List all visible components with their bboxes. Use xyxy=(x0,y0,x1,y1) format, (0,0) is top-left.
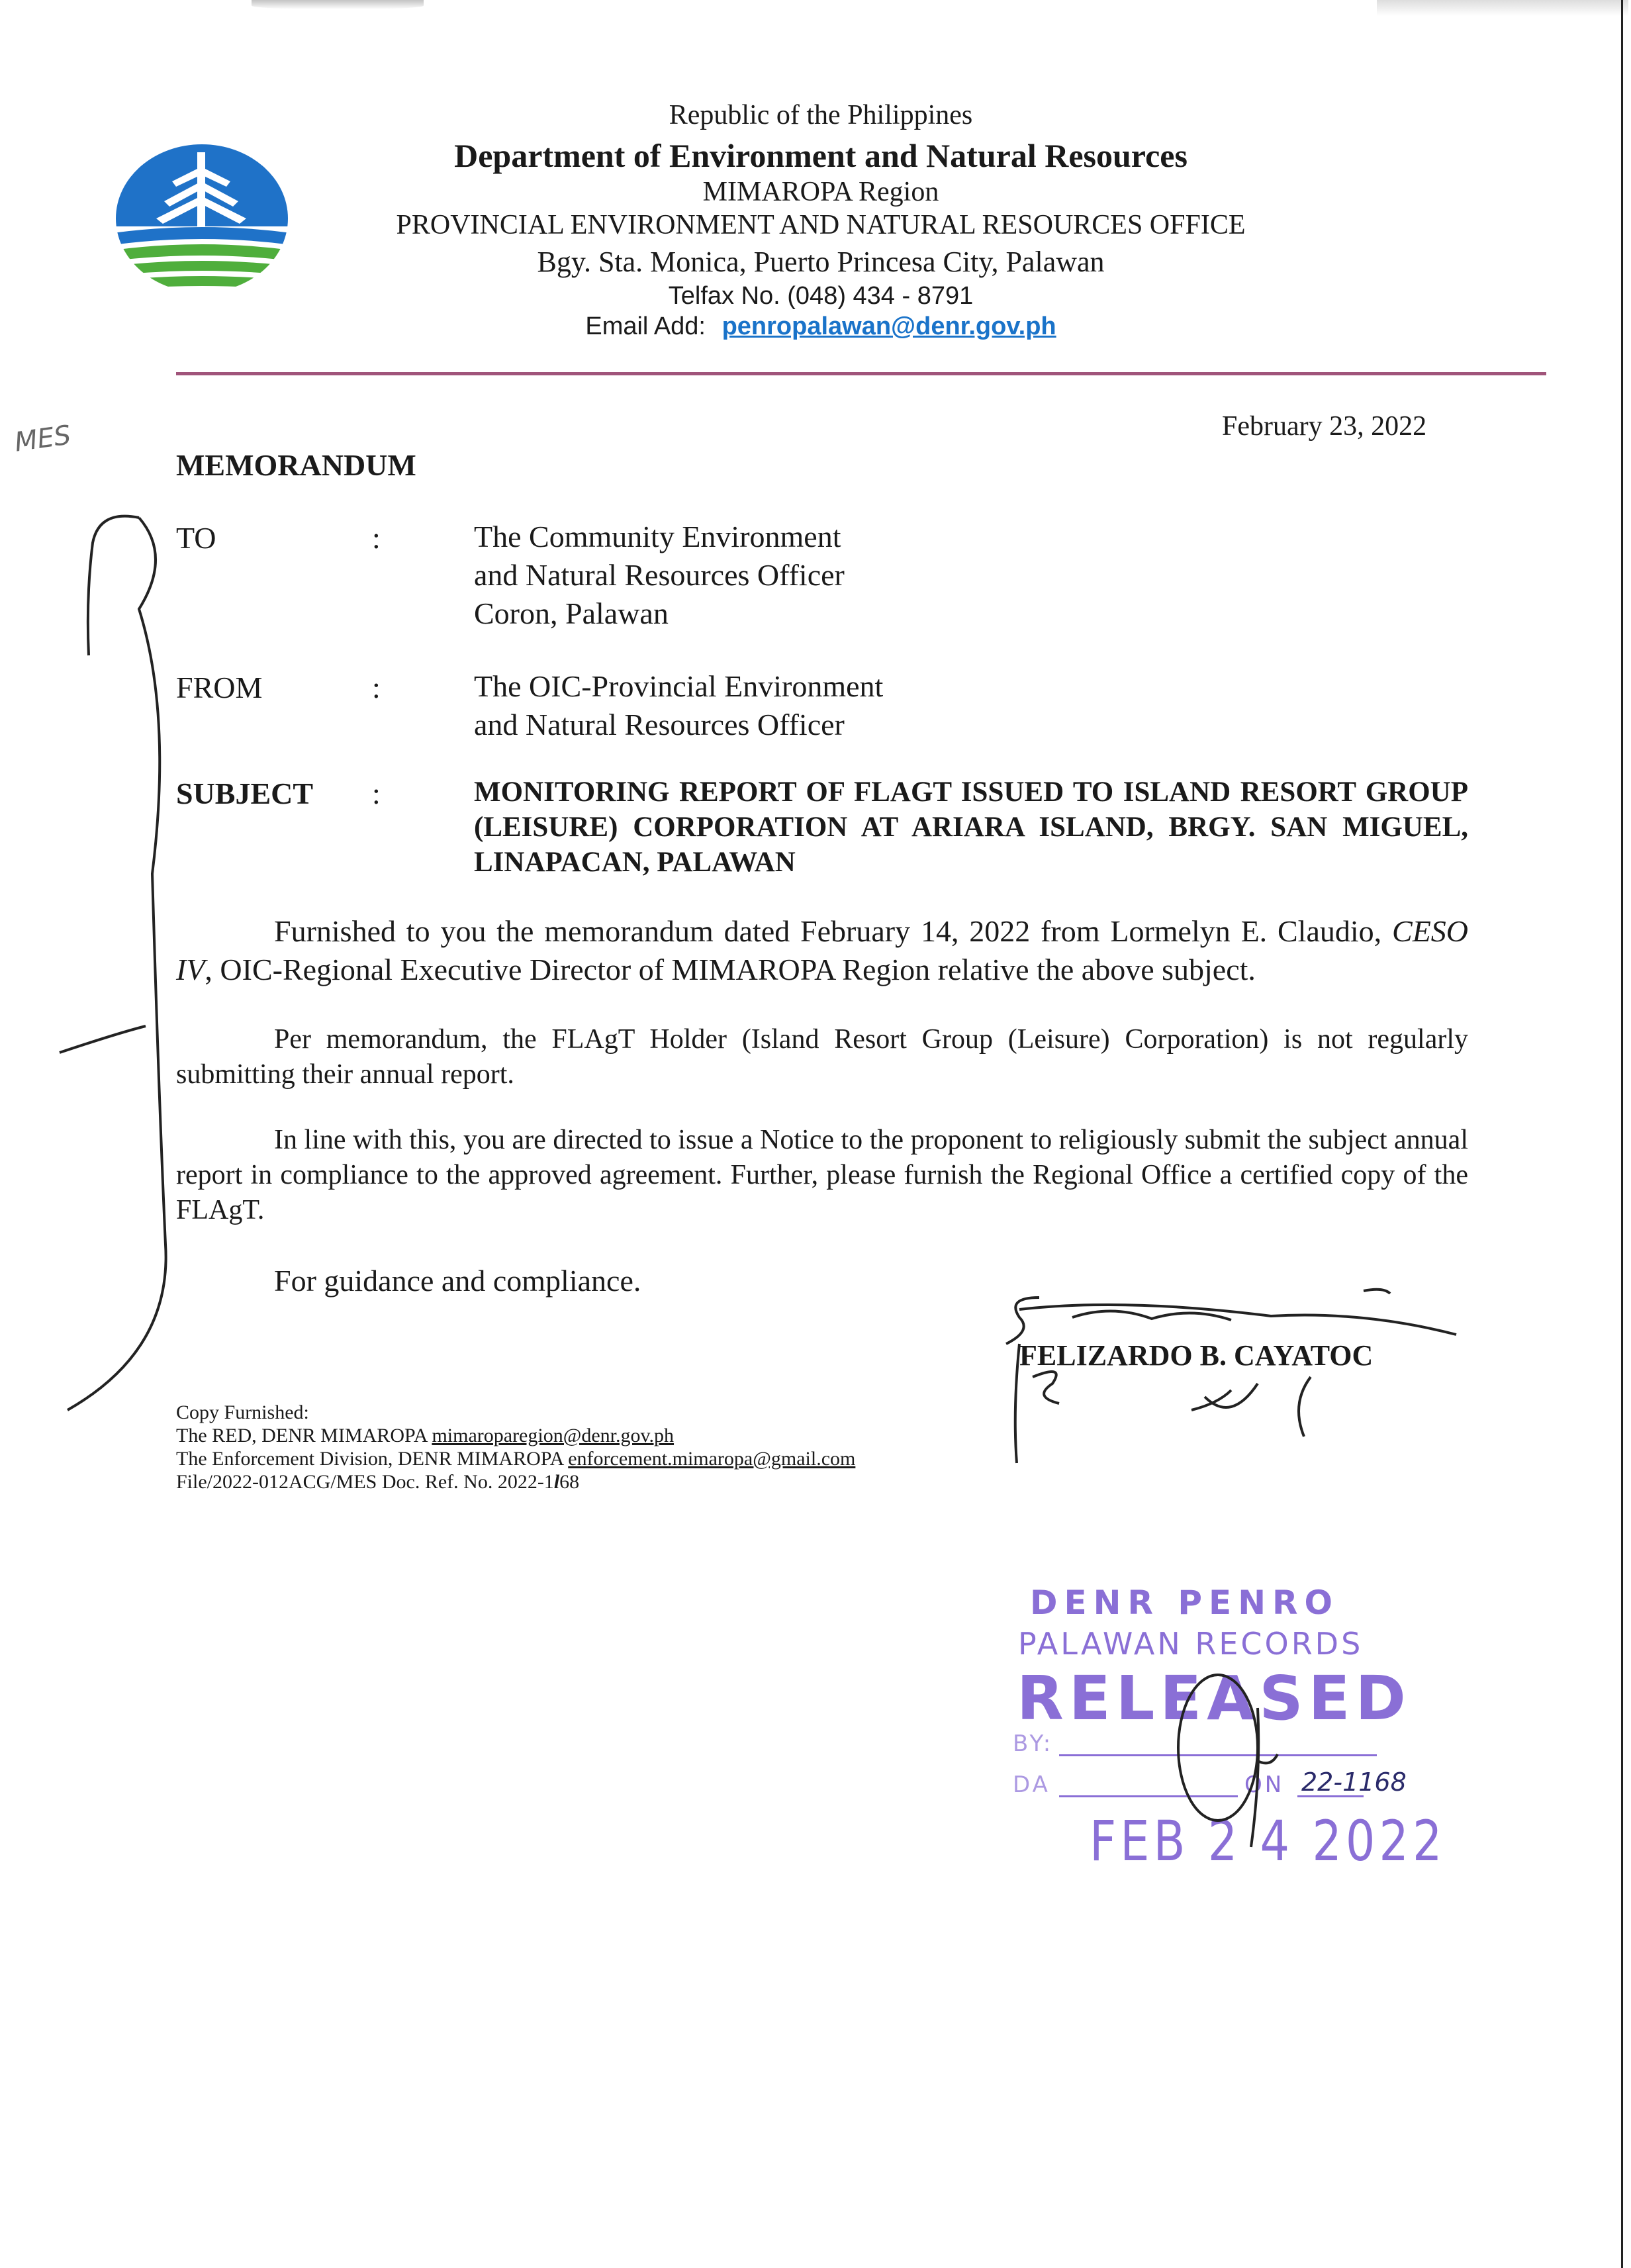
letterhead-region: MIMAROPA Region xyxy=(702,177,939,207)
to-recipient xyxy=(474,518,845,633)
scan-edge-shadow xyxy=(1377,0,1628,16)
to-label: TO xyxy=(176,521,216,555)
letterhead-republic: Republic of the Philippines xyxy=(669,100,973,130)
stamp-by-label: BY: xyxy=(1013,1730,1054,1757)
from-colon: : xyxy=(372,671,381,704)
from-line: The OIC-Provincial Environment xyxy=(474,669,884,703)
p1-ceso: CESO IV xyxy=(176,914,1469,986)
p1-text-c: , OIC-Regional Executive Director of MIMAROPA Region relative the above subject. xyxy=(205,953,1256,986)
cc-line-2: The Enforcement Division, DENR MIMAROPA enforcement.mimaropa@gmail.com xyxy=(176,1448,856,1470)
stamp-on-label: ON xyxy=(1244,1772,1285,1798)
subject-text: MONITORING REPORT OF FLAGT ISSUED TO ISLAND RESORT GROUP (LEISURE) CORPORATION AT ARIARA ISLAND, BRGY. SAN MIGUEL, LINAPACAN, PALAWAN xyxy=(474,777,1468,878)
cc-email-1[interactable]: mimaroparegion@denr.gov.ph xyxy=(432,1425,675,1446)
signatory-name: FELIZARDO B. CAYATOC xyxy=(1019,1339,1374,1372)
copy-furnished xyxy=(176,1401,855,1493)
margin-handwritten-note: MES xyxy=(13,420,73,458)
margin-bracket-mark xyxy=(40,503,172,1430)
from-label: FROM xyxy=(176,671,263,704)
stamp-handwritten-initial xyxy=(1145,1655,1344,1854)
body-paragraph-1 xyxy=(176,912,1468,989)
closing-line: For guidance and compliance. xyxy=(274,1264,641,1298)
to-line: The Community Environment xyxy=(474,520,841,553)
stamp-released: RELEASED xyxy=(1017,1663,1411,1734)
p3-text: In line with this, you are directed to issue a Notice to the proponent to religiously submit the subject annual report in compliance to the approved agreement. Further, please furnish the Regional Office a certified copy of the FLAgT. xyxy=(176,1125,1468,1225)
p1-text-a: Furnished to you the memorandum dated February 14, 2022 from Lormelyn E. Claudio, xyxy=(274,914,1382,948)
cc-line-1: The RED, DENR MIMAROPA mimaroparegion@denr.gov.ph xyxy=(176,1425,675,1446)
stamp-line-1: DENR PENRO xyxy=(1030,1583,1340,1622)
handwritten-signature xyxy=(993,1278,1469,1476)
email-label: Email Add: xyxy=(585,312,706,340)
p2-text: Per memorandum, the FLAgT Holder (Island Resort Group (Leisure) Corporation) is not regularly submitting their annual report. xyxy=(176,1024,1468,1090)
stamp-date-label: DA xyxy=(1013,1772,1050,1798)
cc-heading: Copy Furnished: xyxy=(176,1401,309,1423)
subject-label: SUBJECT xyxy=(176,777,314,810)
letterhead-rule xyxy=(176,372,1546,375)
email-link[interactable]: penropalawan@denr.gov.ph xyxy=(722,312,1056,340)
stamp-line-2: PALAWAN RECORDS xyxy=(1018,1626,1364,1662)
letterhead-address: Bgy. Sta. Monica, Puerto Princesa City, Palawan xyxy=(537,246,1105,278)
cc-email-2[interactable]: enforcement.mimaropa@gmail.com xyxy=(568,1448,856,1470)
to-line: and Natural Resources Officer xyxy=(474,558,845,592)
to-colon: : xyxy=(372,521,381,555)
letterhead-department: Department of Environment and Natural Resources xyxy=(454,137,1188,174)
memo-title: MEMORANDUM xyxy=(176,448,416,482)
to-line: Coron, Palawan xyxy=(474,596,669,630)
from-sender xyxy=(474,667,883,744)
scan-edge-shadow xyxy=(252,0,424,9)
letterhead-email-row xyxy=(304,312,1337,341)
body-paragraph-3 xyxy=(176,1123,1468,1228)
subject-colon: : xyxy=(372,777,381,810)
body-paragraph-2 xyxy=(176,1022,1468,1092)
letterhead-telfax: Telfax No. (048) 434 - 8791 xyxy=(668,282,974,310)
cc-handwritten-digit: l xyxy=(553,1471,560,1493)
denr-logo xyxy=(113,140,291,299)
stamp-handwritten-number: 22-1168 xyxy=(1301,1768,1407,1797)
from-line: and Natural Resources Officer xyxy=(474,708,845,741)
cc-file-ref: File/2022-012ACG/MES Doc. Ref. No. 2022-1l68 xyxy=(176,1471,580,1493)
stamp-date: FEB 2 4 2022 xyxy=(1090,1809,1446,1874)
memo-date: February 23, 2022 xyxy=(1222,411,1427,442)
scan-right-border xyxy=(1621,0,1623,2268)
letterhead-office: PROVINCIAL ENVIRONMENT AND NATURAL RESOURCES OFFICE xyxy=(396,210,1246,240)
